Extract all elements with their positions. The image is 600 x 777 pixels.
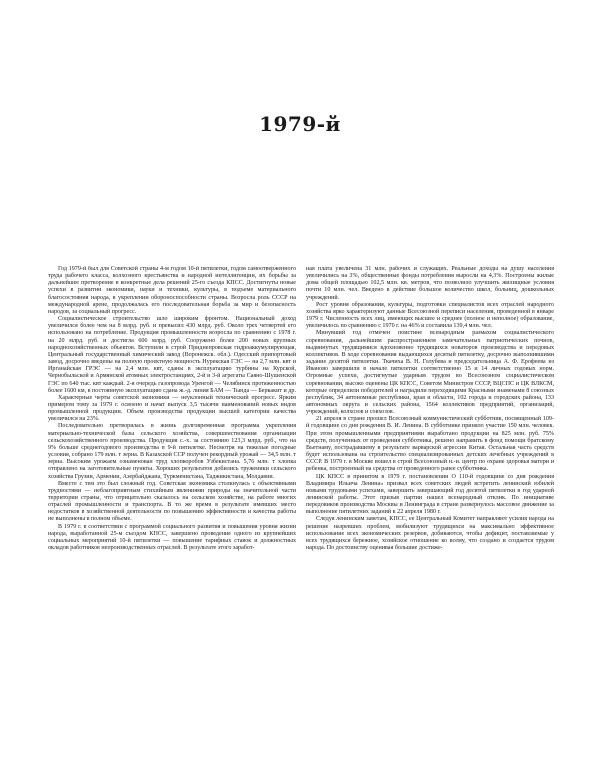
paragraph: Минувший год отмечен поистине всенародным размахом социалистического соревнования, дальнейшим распространением замечательных патриотических почнов, выдвинутых трудящимися вдохновенно трудящихся новаторов производства и передовых коллективов. В ходе соревнования выдающихся десятый пятилетку, досрочно выполнившими задание десятой пятилетки. Ткачиха В. Н. Голубева и председательница А. Ф. Ерофеева из Иваново завершили в начале пятилетки соответственно 15 и 14 личных годовых норм. Огромные успехи, достигнутые ударным трудом во Всесоюзном социалистическом соревновании, высоко оценены ЦК КПСС, Советом Министров СССР, ВЦСПС и ЦК ВЛКСМ, которые определили победителей и наградили переходящими Красными знаменами 8 союзных республик, 34 автономные республики, края и области, 102 города и городских района, 133 автономных округа и сельских района, 1564 коллективов предприятий, организаций, учреждений, колхозов и совхозов. <box>306 330 554 416</box>
paragraph: Характерные черты советской экономики — неуклонный технический прогресс. Ярким примером тому за 1979 г. освоено и начат выпуск 3,5 тысячи наименований новых видов промышленной продукции. Объем производства продукции высшей категории качества увеличился на 23%. <box>48 394 296 423</box>
paragraph: ная плата увеличена 31 млн. рабочих и служащих. Реальные доходы на душу населения увеличились на 3%, общественные фонды потребления выросли на 4,3%. Построены жилые дома общей площадью 102,5 млн. кв. метров, что позволило улучшить жилищные условия почти 10 млн. чел. Введено в действие большое количество школ, больниц, дошкольных учреждений. <box>306 266 554 301</box>
paragraph: ЦК КПСС в принятом в 1979 г. постановлении О 110-й годовщине со дня рождения Владимира Ильича Ленина» призвал всех советских людей встретить ленинский юбилей новыми трудовыми успехами, завершить завершающий год десятой пятилетки в год ударной ленинской работы. Этот призыв партии нашел всенародный отклик. По инициативе передовиков производства Москвы и Ленинграда в стране развернулось массовое движение за выполнение пятилетних заданий к 22 апреля 1980 г. <box>306 473 554 516</box>
paragraph: 21 апреля в стране прошел Всесоюзный коммунистический субботник, посвященный 109-й годовщине со дня рождения В. И. Ленина. В субботнике приняло участие 150 млн. человек. При этом промышленными предприятиями выработано продукции на 825 млн. руб. 75% средств, полученных от проведения субботника, решено направить в фонд помощи братскому Вьетнаму, пострадавшему в результате варварской агрессии Китая. Остальная часть средств будет использована на строительство специализированных детских лечебных учреждений в СССР. В 1979 г. в Москве вошел в строй Всесоюзный н.-и. центр по охране здоровья матери и ребенка, построенный на средства от проведенного ранее субботника. <box>306 416 554 473</box>
right-text-column <box>306 266 554 744</box>
paragraph: Вместе с тем это был сложный год. Советская экономика столкнулась с объективными трудностями — неблагоприятным стихийным явлениями природы на значительной части территории страны, что отрицательно сказалось на сельском хозяйстве, на работе многих отраслей промышленности и транспорта. В то же время в результате имевших место недостатков в хозяйственной деятельности по повышению эффективности и качества работы не выполнены в полном объеме. <box>48 480 296 523</box>
left-text-column <box>48 266 296 744</box>
paragraph: Социалистическое строительство шло широким фронтом. Национальный доход увеличился более чем на 8 млрд. руб. и превысил 430 млрд. руб. Около трех четвертей его использовано на потребление. Продукция промышленности возросла по сравнению с 1978 г. на 20 млрд. руб. и достигла 606 млрд. руб. Сооружено более 200 новых крупных народнохозяйственных объектов. Вступили в строй Приднепровская гидроаккумулирующая, Центральный государственный химический завод (Воронежск. обл.). Одесский припортовый завод, досрочно введены на полную проектную мощность Нурекская ГЭС — на 2,7 млн. квт и Ирганайская ГРЭС — на 2,4 млн. квт, сданы в эксплуатацию турбины на Курской, Чернобыльской и Армянской атомных электростанциях, 2-й и 3-й агрегаты Саяно-Шушенской ГЭС по 640 тыс. квт каждый. 2-я очередь газопровода Уренгой — Челябинск протяженностью более 1600 км, в постоянную эксплуатацию сдана ж.-д. линия БАМ — Тында — Беркакит и др. <box>48 316 296 394</box>
paragraph: Рост уровня образования, культуры, подготовки специалистов всех отраслей народного хозяйства ярко характеризуют данные Всесоюзной переписи населения, проведенной в январе 1979 г. Численность всех лиц, имеющих высшее и среднее (полное и неполное) образование, увеличилось по сравнению с 1970 г. на 46% и составила 139,4 млн. чел. <box>306 301 554 330</box>
paragraph: Следуя ленинским заветам, КПСС, ее Центральный Комитет направляют усилия народа на решение назревших проблем, мобилизуют трудящихся на максимально эффективное использование всех экономических резервов, добиваются, чтобы дефицит, поставляемые у всех трудящихся бережное, хозяйское отношение ко всему, что создано и создается трудом народа. По достоинству оценивая большие достиже- <box>306 516 554 552</box>
paragraph: Последовательно претворялась в жизнь долговременная программа укрепления материально-технической базы сельского хозяйства, совершенствования организации сельскохозяйственного производства. Продукция с.-х. за состоянию 123,3 млрд. руб., что на 9% больше среднегодового производства в 9-й пятилетке. Несмотря на тяжелые погодные условия, собрано 179 млн. т зерна. В Казахской ССР получен рекордный урожай — 34,5 млн. т зерна. Высоким урожаем ознаменован труд хлопкоробов Узбекистана. 5,76 млн. т хлопка отправлено на заготовительные пункты. Хороших результатов добились труженики сельского хозяйства Грузии, Армении, Азербайджана, Туркменистана, Таджикистана, Молдавии. <box>48 423 296 480</box>
section-heading: 1979-й <box>259 112 341 136</box>
paragraph: В 1979 г. в соответствии с программой социального развития и повышения уровня жизни народа, выработанной 25-м съездом КПСС, завершено проведение одного из крупнейших социальных мероприятий 10-й пятилетки — повышение тарифных ставок и должностных окладов работников непроизводственных отраслей. В результате этого заработ- <box>48 523 296 552</box>
paragraph: Год 1979-й был для Советской страны 4-м годом 10-й пятилетки, годом самоотверженного труда рабочего класса, колхозного крестьянства и народной интеллигенции, их борьбы за дальнейшее претворение в конкретные дела решений 25-го съезда КПСС. Достигнуты новые успехи в развитии экономики, науки и техники, культуры, в подъеме материального благосостояния народа, в укреплении обороноспособности страны. Возросла роль СССР на международной арене, продолжалась его последовательная борьба за мир и безопасность народов, за социальный прогресс. <box>48 266 296 315</box>
